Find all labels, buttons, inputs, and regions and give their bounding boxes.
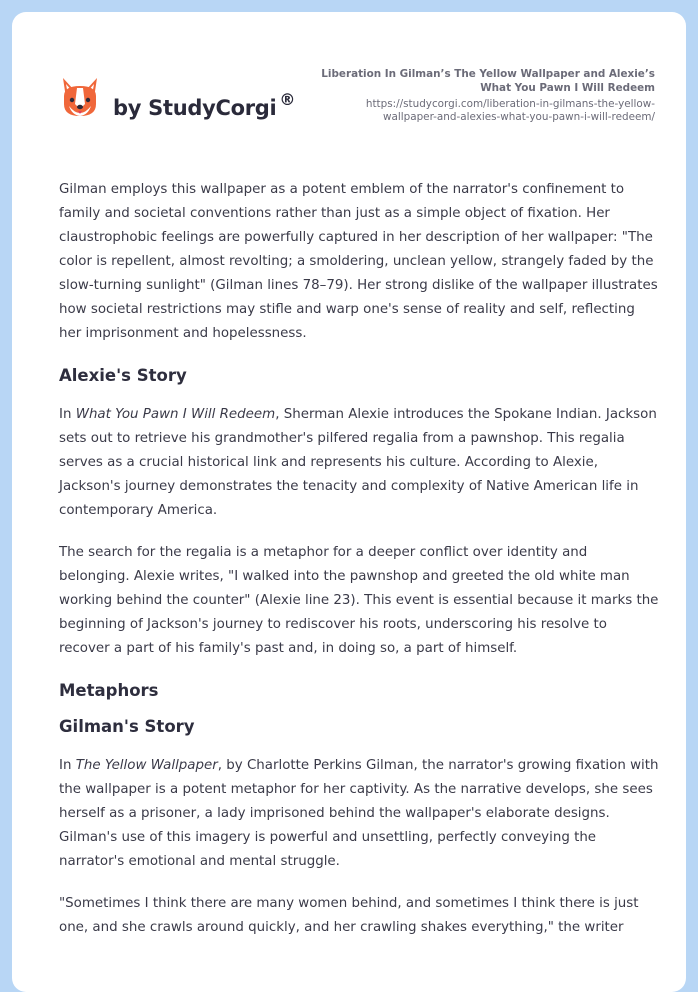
book-title: What You Pawn I Will Redeem (75, 407, 276, 422)
page-header (12, 12, 686, 152)
book-title: The Yellow Wallpaper (75, 758, 218, 773)
paragraph (59, 403, 659, 523)
document-page (12, 12, 686, 992)
brand-text: by StudyCorgi (113, 96, 277, 120)
section-heading-metaphors: Metaphors (59, 681, 159, 700)
section-heading-alexie: Alexie's Story (59, 366, 187, 385)
paragraph: Gilman employs this wallpaper as a potent emblem of the narrator's confinement to family and societal conventions rather than just as a simple object of fixation. Her claustrophobic feelings are powerfully captured in her description of her wallpaper: "The color is repellent, almost revolting; a smoldering, unclean yellow, strangely faded by the slow-turning sunlight" (Gilman lines 78–79). Her strong dislike of the wallpaper illustrates how societal restrictions may stifle and warp one's sense of reality and self, reflecting her imprisonment and hopelessness. (59, 182, 658, 341)
paragraph: The search for the regalia is a metaphor for a deeper conflict over identity and belonging. Alexie writes, "I walked into the pawnshop and greeted the old white man working behind the counter" (Alexie line 23). This event is essential because it marks the beginning of Jackson's journey to rediscover his roots, underscoring his resolve to recover a part of his family's past and, in doing so, a part of himself. (59, 545, 659, 656)
document-body (59, 178, 659, 958)
section-heading-gilman: Gilman's Story (59, 717, 195, 736)
paragraph-text: , by Charlotte Perkins Gilman, the narrator's growing fixation with the wallpaper is a potent metaphor for her captivity. As the narrative develops, she sees herself as a prisoner, a lady imprisoned behind the wallpaper's elaborate designs. Gilman's use of this imagery is powerful and unsettling, perfectly conveying the narrator's emotional and mental struggle. (59, 758, 659, 869)
corgi-logo-icon (60, 76, 100, 120)
document-url[interactable]: https://studycorgi.com/liberation-in-gilmans-the-yellow-wallpaper-and-alexies-what-you-pawn-i-will-redeem/ (365, 98, 655, 123)
registered-mark: ® (279, 90, 296, 109)
paragraph-text: In (59, 407, 76, 422)
document-title: Liberation In Gilman’s The Yellow Wallpaper and Alexie’s What You Pawn I Will Redeem (321, 68, 655, 94)
paragraph: "Sometimes I think there are many women behind, and sometimes I think there is just one, and she crawls around quickly, and her crawling shakes everything," the writer (59, 896, 639, 935)
paragraph-text: , Sherman Alexie introduces the Spokane Indian. Jackson sets out to retrieve his grandmother's pilfered regalia from a pawnshop. This regalia serves as a crucial historical link and represents his culture. According to Alexie, Jackson's journey demonstrates the tenacity and complexity of Native American life in contemporary America. (59, 407, 657, 518)
brand-name[interactable] (113, 90, 296, 120)
paragraph (59, 754, 659, 874)
paragraph-text: In (59, 758, 76, 773)
